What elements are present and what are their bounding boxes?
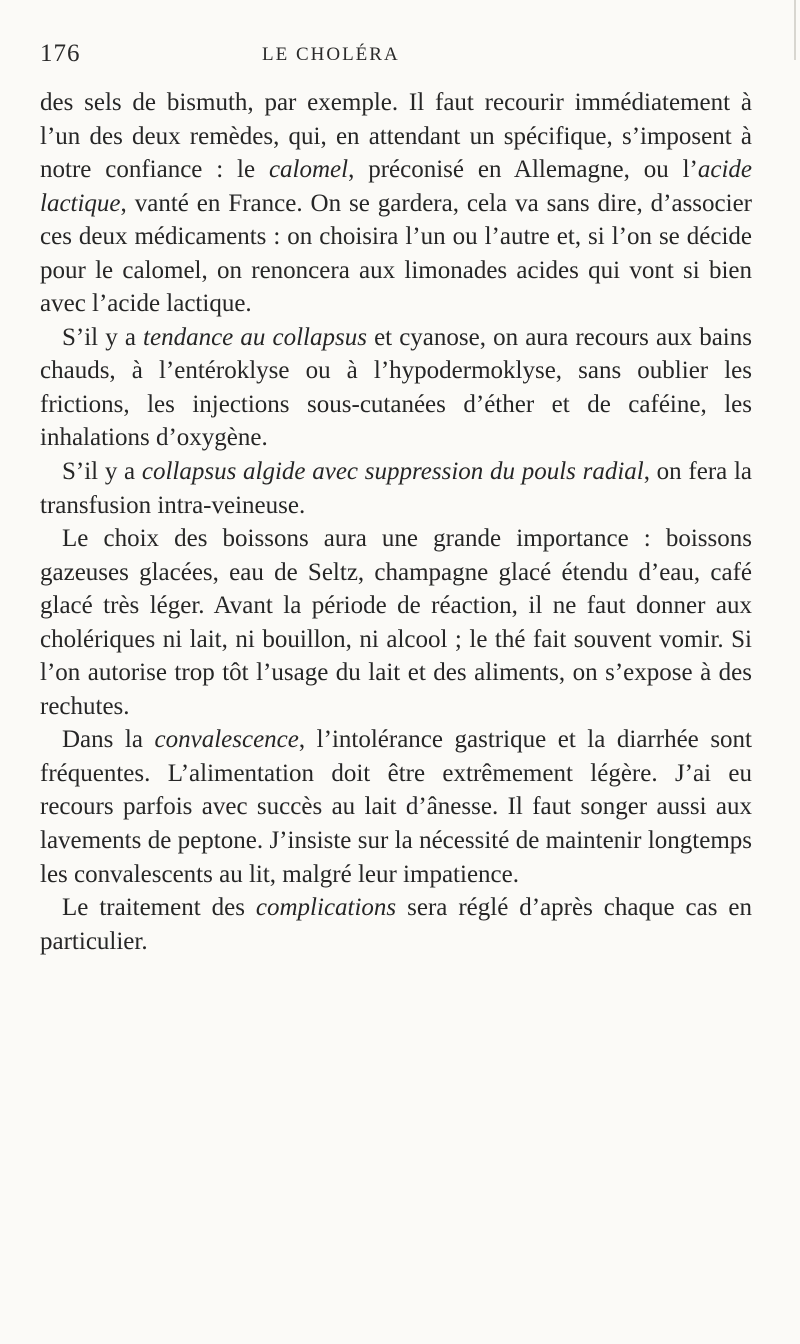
paragraph-collapsus-algide bbox=[40, 455, 752, 522]
paragraph-tendance-collapsus bbox=[40, 321, 752, 455]
text-span: et cyanose, on aura recours aux bains chauds, à l’entéroklyse ou à l’hypodermoklyse, sans oublier les frictions, les injections sous-cutanées d’éther et de caféine, les inhalations d’oxygène. bbox=[40, 323, 752, 452]
emphasis-complications: complications bbox=[255, 894, 397, 922]
text-span: , on fera la transfusion intra-veineuse. bbox=[40, 458, 752, 519]
page-number: 176 bbox=[40, 40, 81, 67]
body-text bbox=[40, 86, 752, 958]
paragraph-convalescence bbox=[40, 723, 752, 891]
text-span: , préconisé en Allemagne, ou l’ bbox=[348, 156, 698, 184]
text-span: Dans la bbox=[62, 726, 155, 754]
text-span: sera réglé d’après chaque cas en particulier. bbox=[40, 894, 752, 955]
text-span: Le choix des boissons aura une grande importance : boissons gazeuses glacées, eau de Seltz, champagne glacé étendu d’eau, café glacé très léger. Avant la période de réaction, il ne faut donner aux cholériques ni lait, ni bouillon, ni alcool ; le thé fait souvent vomir. Si l’on autorise trop tôt l’usage du lait et des aliments, on s’expose à des rechutes. bbox=[40, 525, 752, 720]
text-span: , vanté en France. On se gardera, cela va sans dire, d’associer ces deux médicaments : on choisira l’un ou l’autre et, si l’on se décide pour le calomel, on renoncera aux limonades acides qui vont si bien avec l’acide lactique. bbox=[40, 189, 752, 318]
paragraph-boissons bbox=[40, 522, 752, 723]
emphasis-calomel: calomel bbox=[268, 156, 349, 184]
emphasis-acide-lactique: acide lactique bbox=[40, 156, 752, 217]
running-title: LE CHOLÉRA bbox=[262, 44, 400, 65]
text-span: Le traitement des bbox=[62, 894, 256, 922]
emphasis-convalescence: convalescence bbox=[154, 726, 299, 754]
text-span: des sels de bismuth, par exemple. Il faut recourir immédiatement à l’un des deux remèdes, qui, en attendant un spécifique, s’imposent à notre confiance : le bbox=[40, 89, 752, 184]
emphasis-tendance-collapsus: tendance au collapsus bbox=[143, 323, 367, 351]
page-header bbox=[38, 40, 738, 80]
text-span: , l’intolérance gastrique et la diarrhée sont fréquentes. L’alimentation doit être extrêmement légère. J’ai eu recours parfois avec succès au lait d’ânesse. Il faut songer aussi aux lavements de peptone. J’insiste sur la nécessité de maintenir longtemps les convalescents au lit, malgré leur impatience. bbox=[40, 726, 752, 888]
text-span: S’il y a bbox=[62, 323, 144, 351]
emphasis-collapsus-algide: collapsus algide avec suppression du pouls radial bbox=[141, 458, 644, 486]
text-span: S’il y a bbox=[62, 458, 142, 486]
page-edge-line bbox=[794, 0, 796, 60]
paragraph-calomel-acide-lactique bbox=[40, 86, 752, 321]
paragraph-complications bbox=[40, 891, 752, 958]
